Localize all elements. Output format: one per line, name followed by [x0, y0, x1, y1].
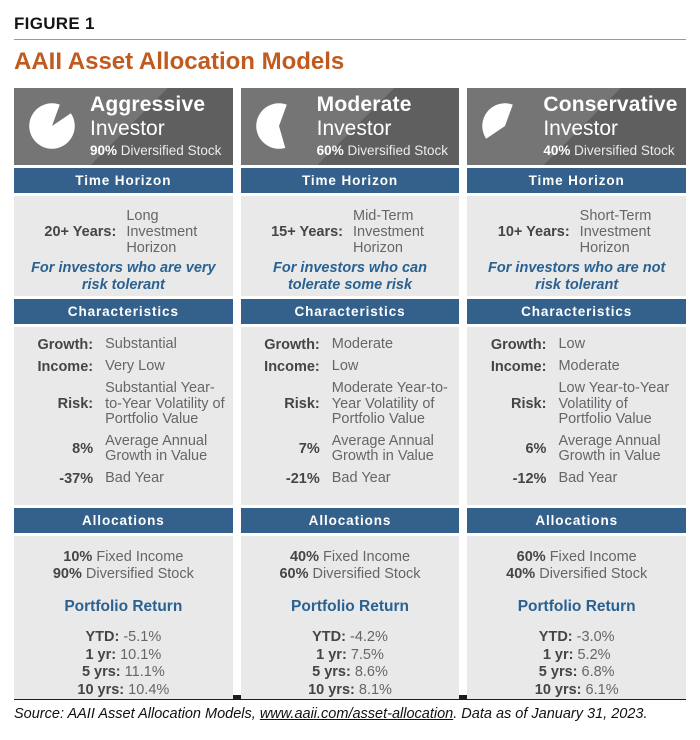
source-link[interactable]: www.aaii.com/asset-allocation	[259, 706, 454, 722]
horizon-years: 15+ Years:	[271, 224, 343, 240]
model-card	[467, 88, 686, 698]
characteristic-value: Moderate Year-to-Year Volatility of Portfolio Value	[331, 380, 448, 427]
allocation-pct: 90%	[52, 566, 82, 582]
return-period: YTD:	[85, 629, 120, 645]
card-header-text	[90, 94, 221, 158]
characteristic-label: 8%	[72, 441, 94, 457]
allocation-label: Fixed Income	[549, 549, 637, 565]
allocation-label: Diversified Stock	[85, 566, 194, 582]
investor-name-line2: Investor	[543, 116, 619, 140]
allocation-line	[467, 549, 686, 566]
page-title: AAII Asset Allocation Models	[14, 48, 345, 75]
return-value: 10.1%	[120, 646, 162, 663]
characteristic-label: Growth:	[490, 337, 547, 353]
horizon-row	[467, 208, 686, 256]
allocation-label: Diversified Stock	[539, 566, 648, 582]
stock-pct: 40%	[543, 142, 571, 158]
investor-name-line1: Conservative	[543, 92, 678, 116]
return-value: 6.8%	[581, 664, 615, 680]
time-horizon-panel	[467, 196, 686, 296]
allocation-pct: 60%	[516, 549, 546, 565]
characteristic-label: Growth:	[264, 337, 320, 353]
characteristic-row	[475, 471, 678, 487]
characteristic-row	[22, 337, 225, 353]
return-row	[241, 664, 460, 682]
characteristic-row	[475, 381, 678, 428]
section-bar-time-horizon: Time Horizon	[241, 168, 460, 193]
portfolio-return-heading: Portfolio Return	[291, 598, 409, 615]
allocations-panel	[14, 536, 233, 699]
investor-name-line1: Aggressive	[90, 92, 206, 116]
horizon-description: Long Investment Horizon	[126, 208, 198, 256]
characteristic-value: Bad Year	[331, 469, 391, 486]
section-bar-time-horizon: Time Horizon	[14, 168, 233, 193]
return-row	[467, 682, 686, 700]
allocation-line	[241, 566, 460, 583]
characteristic-label: -21%	[285, 470, 320, 487]
characteristic-row	[475, 337, 678, 353]
card-header	[467, 88, 686, 165]
return-row	[241, 682, 460, 700]
characteristic-label: Income:	[264, 359, 320, 375]
return-value: 5.2%	[577, 646, 611, 663]
characteristics-panel	[241, 327, 460, 505]
characteristic-value: Bad Year	[105, 469, 164, 486]
allocation-label: Fixed Income	[96, 549, 184, 565]
return-period: 1 yr:	[85, 646, 117, 663]
return-row	[14, 664, 233, 682]
characteristic-value: Substantial	[105, 336, 177, 353]
return-period: YTD:	[312, 629, 346, 645]
pie-chart-icon	[24, 98, 80, 154]
allocation-line	[14, 549, 233, 566]
horizon-row	[241, 208, 460, 256]
characteristic-row	[475, 434, 678, 465]
characteristic-label: Income:	[490, 359, 547, 375]
card-header	[14, 88, 233, 165]
investor-name-line2: Investor	[316, 116, 392, 140]
return-value: 10.4%	[128, 681, 170, 698]
characteristic-row	[249, 381, 452, 428]
characteristic-value: Bad Year	[558, 469, 618, 486]
stock-label: Diversified Stock	[120, 142, 222, 158]
time-horizon-panel	[14, 196, 233, 296]
header-divider	[14, 39, 686, 40]
characteristic-value: Average Annual Growth in Value	[331, 432, 434, 464]
section-bar-allocations: Allocations	[241, 508, 460, 533]
return-period: 10 yrs:	[534, 681, 582, 698]
characteristic-value: Low	[558, 336, 586, 353]
allocation-pct: 40%	[289, 549, 319, 565]
return-period: 1 yr:	[316, 646, 347, 663]
return-value: 8.6%	[354, 664, 388, 680]
return-row	[14, 629, 233, 647]
section-bar-characteristics: Characteristics	[14, 299, 233, 324]
horizon-description: Short-Term Investment Horizon	[579, 208, 652, 256]
allocations-panel	[467, 536, 686, 699]
return-period: 1 yr:	[542, 646, 574, 663]
characteristic-row	[249, 434, 452, 465]
return-value: -5.1%	[123, 629, 162, 645]
source-prefix: Source: AAII Asset Allocation Models,	[14, 706, 260, 722]
investor-name-line1: Moderate	[316, 92, 412, 116]
characteristic-label: 6%	[525, 441, 547, 457]
characteristic-label: Risk:	[57, 396, 94, 413]
return-period: 5 yrs:	[312, 664, 351, 680]
characteristics-panel	[14, 327, 233, 505]
section-bar-allocations: Allocations	[467, 508, 686, 533]
stock-allocation-line	[90, 144, 221, 158]
characteristic-row	[249, 337, 452, 353]
characteristic-row	[22, 359, 225, 375]
allocation-label: Fixed Income	[323, 549, 411, 565]
characteristic-row	[249, 359, 452, 375]
return-period: 10 yrs:	[308, 681, 355, 698]
characteristic-value: Average Annual Growth in Value	[558, 432, 661, 464]
characteristic-label: 7%	[298, 441, 320, 457]
model-card	[14, 88, 233, 698]
allocation-line	[14, 566, 233, 583]
allocation-pct: 60%	[279, 566, 309, 582]
section-bar-characteristics: Characteristics	[241, 299, 460, 324]
risk-tolerance-note: For investors who are very risk tolerant	[31, 260, 216, 293]
return-period: 5 yrs:	[538, 664, 578, 680]
risk-tolerance-note: For investors who can tolerate some risk	[273, 260, 427, 293]
stock-allocation-line	[543, 144, 677, 158]
stock-pct: 90%	[90, 142, 118, 158]
characteristic-label: Growth:	[37, 337, 94, 353]
return-value: 11.1%	[124, 664, 165, 680]
return-value: 8.1%	[358, 681, 392, 698]
allocation-label: Diversified Stock	[312, 566, 421, 582]
characteristic-row	[475, 359, 678, 375]
horizon-years: 20+ Years:	[44, 224, 117, 240]
characteristic-value: Low	[331, 358, 359, 375]
return-row	[241, 647, 460, 665]
characteristics-panel	[467, 327, 686, 505]
horizon-row	[14, 208, 233, 256]
return-value: 6.1%	[585, 681, 619, 698]
portfolio-return-heading: Portfolio Return	[517, 598, 636, 615]
source-note	[14, 706, 686, 722]
portfolio-return-heading: Portfolio Return	[64, 598, 183, 615]
characteristic-value: Moderate	[558, 358, 620, 375]
stock-label: Diversified Stock	[347, 142, 449, 158]
characteristic-value: Moderate	[331, 336, 394, 353]
return-value: -3.0%	[576, 629, 615, 645]
return-row	[14, 682, 233, 700]
figure-label: FIGURE 1	[14, 14, 95, 33]
characteristic-value: Very Low	[105, 358, 165, 375]
source-suffix: . Data as of January 31, 2023.	[453, 706, 648, 722]
characteristic-label: -37%	[59, 470, 94, 487]
horizon-years: 10+ Years:	[497, 224, 570, 240]
return-period: 10 yrs:	[77, 681, 125, 698]
characteristic-row	[22, 434, 225, 465]
characteristic-label: Risk:	[284, 396, 320, 413]
return-row	[467, 629, 686, 647]
model-cards	[14, 88, 686, 698]
investor-name-line2: Investor	[90, 116, 165, 140]
stock-pct: 60%	[316, 142, 344, 158]
allocation-line	[241, 549, 460, 566]
return-row	[241, 629, 460, 647]
risk-tolerance-note: For investors who are not risk tolerant	[488, 260, 666, 293]
card-header-text	[317, 94, 448, 158]
characteristic-value: Low Year-to-Year Volatility of Portfolio Value	[558, 380, 670, 427]
card-header-text	[543, 94, 677, 158]
return-row	[467, 647, 686, 665]
allocation-pct: 10%	[63, 549, 93, 565]
model-card	[241, 88, 460, 698]
return-value: 7.5%	[350, 646, 384, 663]
characteristic-label: Income:	[37, 359, 94, 375]
return-row	[14, 647, 233, 665]
characteristic-value: Substantial Year-to-Year Volatility of Portfolio Value	[105, 380, 225, 427]
characteristic-value: Average Annual Growth in Value	[105, 432, 208, 464]
characteristic-label: Risk:	[510, 396, 547, 413]
time-horizon-panel	[241, 196, 460, 296]
pie-chart-icon	[251, 98, 307, 154]
return-row	[467, 664, 686, 682]
horizon-description: Mid-Term Investment Horizon	[353, 208, 424, 256]
pie-chart-icon	[477, 98, 533, 154]
return-period: YTD:	[538, 629, 573, 645]
characteristic-label: -12%	[512, 470, 547, 487]
section-bar-time-horizon: Time Horizon	[467, 168, 686, 193]
characteristic-row	[249, 471, 452, 487]
characteristic-row	[22, 471, 225, 487]
characteristic-row	[22, 381, 225, 428]
stock-allocation-line	[317, 144, 448, 158]
allocation-pct: 40%	[506, 566, 536, 582]
return-value: -4.2%	[350, 629, 388, 645]
allocations-panel	[241, 536, 460, 699]
section-bar-allocations: Allocations	[14, 508, 233, 533]
return-period: 5 yrs:	[81, 664, 121, 680]
stock-label: Diversified Stock	[574, 142, 675, 158]
section-bar-characteristics: Characteristics	[467, 299, 686, 324]
allocation-line	[467, 566, 686, 583]
card-header	[241, 88, 460, 165]
